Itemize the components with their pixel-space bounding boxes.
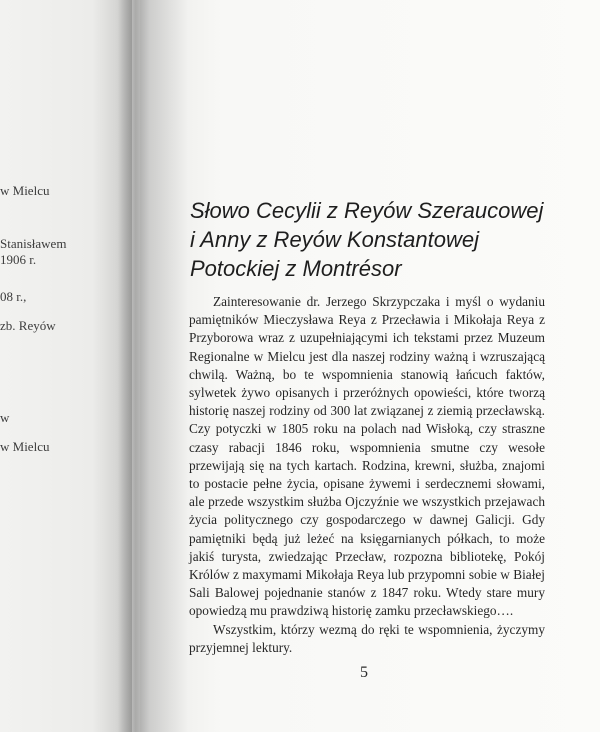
body-paragraph: Zainteresowanie dr. Jerzego Skrzypczaka i myśl o wydaniu pamiętników Mieczysława Reya z Przecławia i Mikołaja Reya z Przyborowa wraz z uzupełniającymi ich tekstami przez Muzeum Regionalne w Mielcu jest dla naszej rodziny ważną i wzruszającą chwilą. Ważną, bo te wspomnienia stanowią łańcuch faktów, sylwetek żywo opisanych i przeróżnych opowieści, które tworzą historię naszej rodziny od 300 lat związanej z ziemią przecławską. Czy potyczki w 1805 roku na polach nad Wisłoką, czy straszne czasy rabacji 1846 roku, wspomnienia smutne czy wesołe przewijają się na tych kartach. Rodzina, krewni, służba, znajomi to postacie pełne życia, opisane żywemi i serdecznemi słowami, ale przede wszystkim służba Ojczyźnie we wszystkich przejawach życia politycznego czy gospodarczego w dawnej Galicji. Gdy pamiętniki będą już leżeć na księgarnianych półkach, to może jakiś turysta, zwiedzając Przecław, rozpozna bibliotekę, Pokój Królów z maxymami Mikołaja Reya lub przypomni sobie w Białej Sali Balowej pojednanie stanów z 1847 roku. Wtedy stare mury opowiedzą mu prawdziwą historię zamku przecławskiego…. (189, 294, 545, 619)
left-page-line: w Mielcu (0, 439, 50, 454)
left-page-line: 08 r., (0, 289, 27, 304)
left-page-line: 1906 r. (0, 252, 37, 267)
left-page-line: zb. Reyów (0, 318, 56, 333)
left-page-line: Stanisławem (0, 236, 67, 251)
left-page-line: w Mielcu (0, 183, 50, 198)
page-number: 5 (360, 664, 368, 681)
title-line: Słowo Cecylii z Reyów Szeraucowej (190, 198, 544, 223)
body-text (189, 293, 545, 657)
title-line: i Anny z Reyów Konstantowej (190, 227, 479, 252)
left-page (0, 0, 132, 732)
title-line: Potockiej z Montrésor (190, 256, 402, 281)
body-paragraph: Wszystkim, którzy wezmą do ręki te wspomnienia, życzymy przyjemnej lektury. (189, 621, 545, 655)
book-gutter-shadow (118, 0, 188, 732)
page-title (190, 196, 570, 283)
left-page-line: w (0, 410, 10, 425)
